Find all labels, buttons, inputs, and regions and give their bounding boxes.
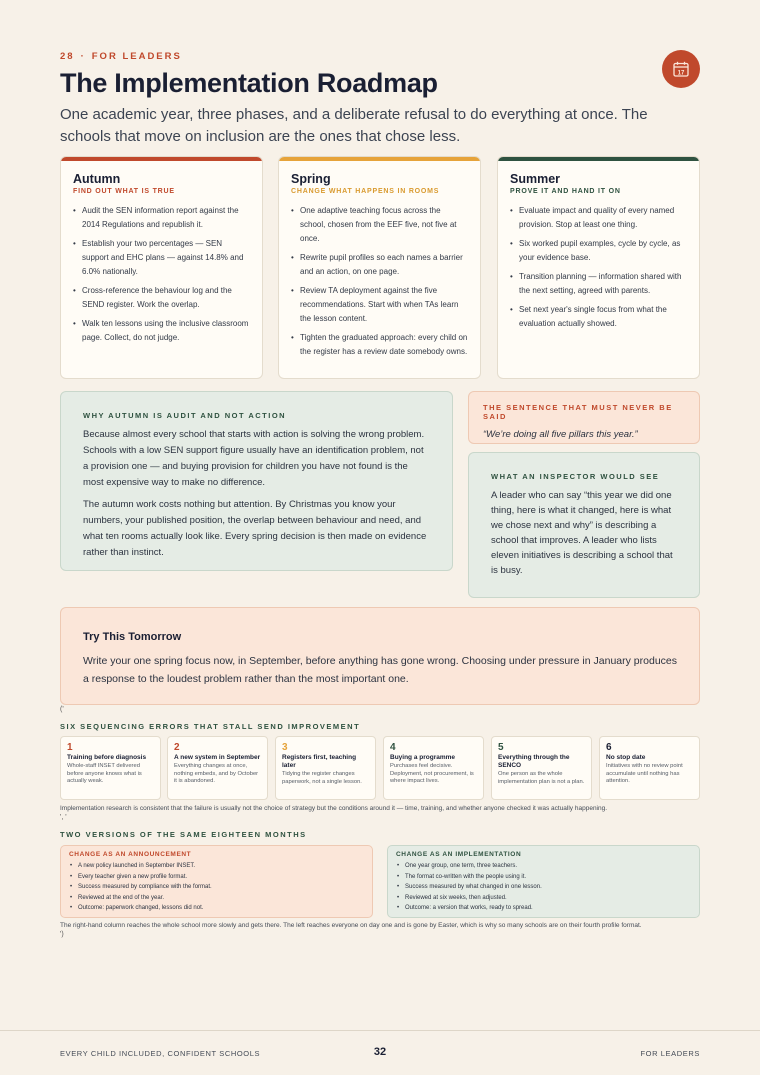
list-item: • Walk ten lessons using the inclusive classroom page. Collect, do not judge. — [73, 317, 250, 345]
list-item: • Review TA deployment against the five recommendations. Start with when TAs learn the lesson content. — [291, 284, 468, 326]
calendar-badge — [662, 50, 700, 88]
error-title: A new system in September — [174, 754, 261, 761]
callout-paragraph: Because almost every school that starts with action is solving the wrong problem. Schools with a low SEN support figure usually have an identification problem, not a provision one — and buying provision for children you have not found is the most expensive way to make no difference. — [83, 429, 425, 488]
error-number: 6 — [606, 742, 612, 753]
box-list — [396, 861, 691, 914]
footer-divider — [0, 1030, 760, 1031]
kicker-section: FOR LEADERS — [91, 51, 182, 62]
why-autumn-callout — [60, 391, 453, 571]
error-text: Tidying the register changes paperwork, not a single lesson. — [282, 771, 362, 785]
error-number: 3 — [282, 742, 288, 753]
try-tomorrow-callout — [60, 607, 700, 705]
page-title: The Implementation Roadmap — [60, 68, 438, 98]
footer-section: FOR LEADERS — [640, 1049, 700, 1058]
list-item: • Set next year's single focus from what the evaluation actually showed. — [510, 303, 687, 331]
error-text: One person as the whole implementation plan is not a plan. — [498, 771, 585, 785]
page-subtitle: One academic year, three phases, and a deliberate refusal to do everything at once. The schools that move on inclusion are the ones that chose less. — [60, 106, 648, 145]
error-text: Everything changes at once, nothing embeds, and by October it is abandoned. — [174, 763, 259, 784]
error-text: Whole-staff INSET delivered before anyone knows what is actually weak. — [67, 763, 142, 784]
versions-heading: TWO VERSIONS OF THE SAME EIGHTEEN MONTHS — [60, 830, 307, 839]
error-card — [167, 736, 268, 800]
callout-quote: “We’re doing all five pillars this year.” — [483, 429, 638, 440]
phase-name: Spring — [291, 172, 331, 186]
phase-card-autumn — [60, 156, 263, 379]
error-card — [383, 736, 484, 800]
error-number: 4 — [390, 742, 396, 753]
list-item: • A new policy launched in September INSET. — [69, 861, 364, 872]
box-list — [69, 861, 364, 914]
phase-list — [291, 204, 468, 359]
error-card — [491, 736, 592, 800]
callout-title: Try This Tomorrow — [83, 631, 182, 643]
list-item: • Cross-reference the behaviour log and the SEND register. Work the overlap. — [73, 284, 250, 312]
stray-text: ', ' — [60, 814, 67, 821]
list-item: • Success measured by what changed in one lesson. — [396, 882, 691, 893]
versions-note: The right-hand column reaches the whole school more slowly and gets there. The left reaches everyone on day one and is gone by Easter, which is why so many schools are on their fourth profile format. — [60, 922, 642, 929]
list-item: • Reviewed at six weeks, then adjusted. — [396, 893, 691, 904]
error-card — [60, 736, 161, 800]
error-number: 1 — [67, 742, 73, 753]
kicker-separator: · — [80, 51, 86, 62]
error-text: Purchases feel decisive. Deployment, not procurement, is where impact lives. — [390, 763, 474, 784]
list-item: • The format co-written with the people using it. — [396, 872, 691, 883]
callout-heading: WHY AUTUMN IS AUDIT AND NOT ACTION — [83, 411, 287, 420]
error-text: Initiatives with no review point accumulate until nothing has attention. — [606, 763, 683, 784]
error-title: Everything through the SENCO — [498, 754, 570, 769]
never-say-callout — [468, 391, 700, 444]
list-item: • Outcome: paperwork changed, lessons did not. — [69, 903, 364, 914]
phase-subtitle: PROVE IT AND HAND IT ON — [510, 188, 621, 195]
list-item: • Outcome: a version that works, ready to spread. — [396, 903, 691, 914]
list-item: • Establish your two percentages — SEN support and EHC plans — against 14.8% and 6.0% nationally. — [73, 237, 250, 279]
calendar-icon — [672, 60, 690, 78]
box-heading: CHANGE AS AN IMPLEMENTATION — [396, 851, 522, 858]
list-item: • Tighten the graduated approach: every child on the register has a review date somebody owns. — [291, 331, 468, 359]
list-item: • Every teacher given a new profile format. — [69, 872, 364, 883]
footer-publication: EVERY CHILD INCLUDED, CONFIDENT SCHOOLS — [60, 1049, 261, 1058]
phase-card-spring — [278, 156, 481, 379]
phase-subtitle: FIND OUT WHAT IS TRUE — [73, 188, 175, 195]
page-number: 32 — [373, 1046, 387, 1058]
callout-heading: THE SENTENCE THAT MUST NEVER BE SAID — [483, 403, 673, 421]
list-item: • One adaptive teaching focus across the school, chosen from the EEF five, not five at once. — [291, 204, 468, 246]
announcement-box — [60, 845, 373, 918]
implementation-box — [387, 845, 700, 918]
error-title: Registers first, teaching later — [282, 754, 357, 769]
list-item: • Audit the SEN information report against the 2014 Regulations and republish it. — [73, 204, 250, 232]
error-title: Buying a programme — [390, 754, 456, 761]
list-item: • One year group, one term, three teachers. — [396, 861, 691, 872]
error-number: 5 — [498, 742, 504, 753]
inspector-callout — [468, 452, 700, 598]
error-card — [275, 736, 376, 800]
callout-paragraph: Write your one spring focus now, in September, before anything has gone wrong. Choosing under pressure in January produces a response to the loudest problem rather than the most important one. — [83, 655, 677, 685]
list-item: • Reviewed at the end of the year. — [69, 893, 364, 904]
callout-heading: WHAT AN INSPECTOR WOULD SEE — [491, 472, 660, 481]
phase-card-summer — [497, 156, 700, 379]
list-item: • Rewrite pupil profiles so each names a barrier and an action, on one page. — [291, 251, 468, 279]
section-kicker — [60, 51, 182, 62]
list-item: • Six worked pupil examples, cycle by cycle, as your evidence base. — [510, 237, 687, 265]
calendar-day: 17 — [677, 70, 685, 77]
stray-text: ') — [60, 931, 64, 938]
phase-list — [510, 204, 687, 331]
phase-list — [73, 204, 250, 345]
error-title: No stop date — [606, 754, 646, 761]
callout-paragraph: The autumn work costs nothing but attention. By Christmas you know your numbers, your published position, the overlap between behaviour and need, and what ten rooms actually look like. Every spring decision is then made on evidence rather than instinct. — [83, 499, 427, 558]
errors-heading: SIX SEQUENCING ERRORS THAT STALL SEND IMPROVEMENT — [60, 722, 361, 731]
phase-subtitle: CHANGE WHAT HAPPENS IN ROOMS — [291, 188, 440, 195]
list-item: • Evaluate impact and quality of every named provision. Stop at least one thing. — [510, 204, 687, 232]
error-card — [599, 736, 700, 800]
errors-note: Implementation research is consistent that the failure is usually not the choice of strategy but the conditions around it — time, training, and whether anyone checked it was actually happening. — [60, 805, 608, 812]
error-title: Training before diagnosis — [67, 754, 147, 761]
error-number: 2 — [174, 742, 180, 753]
list-item: • Success measured by compliance with the format. — [69, 882, 364, 893]
list-item: • Transition planning — information shared with the next setting, agreed with parents. — [510, 270, 687, 298]
phase-name: Summer — [510, 172, 561, 186]
callout-paragraph: A leader who can say “this year we did one thing, here is what it changed, here is what we chose next and why” is describing a school that improves. A leader who lists eleven initiatives is describing a school that is busy. — [491, 490, 673, 576]
stray-text: (' — [60, 706, 64, 713]
phase-name: Autumn — [73, 172, 121, 186]
kicker-page-label: 28 — [60, 51, 75, 62]
box-heading: CHANGE AS AN ANNOUNCEMENT — [69, 851, 192, 858]
